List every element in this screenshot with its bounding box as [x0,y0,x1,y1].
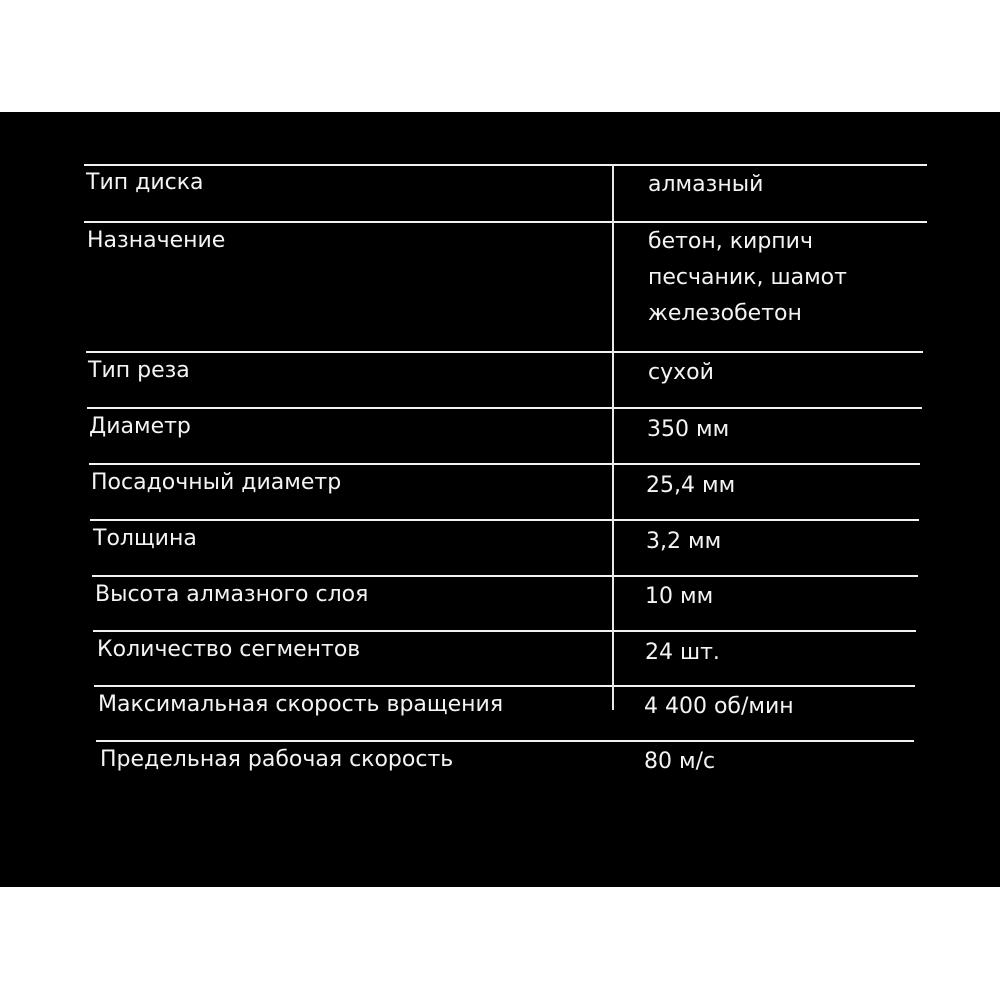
spec-value-bore-diameter: 25,4 мм [646,473,736,498]
table-rule [87,407,922,409]
spec-value-purpose: бетон, кирпич песчаник, шамот железобетон [648,229,847,326]
spec-label-diamond-layer-height: Высота алмазного слоя [95,582,369,607]
spec-value-max-working-speed: 80 м/с [644,749,716,774]
spec-value-diameter: 350 мм [647,417,730,442]
spec-label-disk-type: Тип диска [86,170,204,195]
spec-label-diameter: Диаметр [89,414,191,439]
column-divider [612,164,614,710]
spec-label-max-working-speed: Предельная рабочая скорость [100,747,454,772]
spec-label-cut-type: Тип реза [88,358,190,383]
spec-label-segment-count: Количество сегментов [97,637,361,662]
spec-value-segment-count: 24 шт. [645,640,720,665]
spec-label-bore-diameter: Посадочный диаметр [91,470,342,495]
spec-label-thickness: Толщина [93,526,197,551]
spec-label-purpose: Назначение [87,228,226,253]
spec-value-thickness: 3,2 мм [646,529,722,554]
table-rule [86,351,923,353]
spec-value-max-rotation-speed: 4 400 об/мин [644,694,794,719]
spec-value-disk-type: алмазный [648,172,764,197]
table-rule [90,519,919,521]
spec-value-cut-type: сухой [648,360,714,385]
spec-value-diamond-layer-height: 10 мм [645,584,714,609]
table-rule [84,164,927,166]
spec-panel [0,112,1000,887]
spec-label-max-rotation-speed: Максимальная скорость вращения [98,692,504,717]
